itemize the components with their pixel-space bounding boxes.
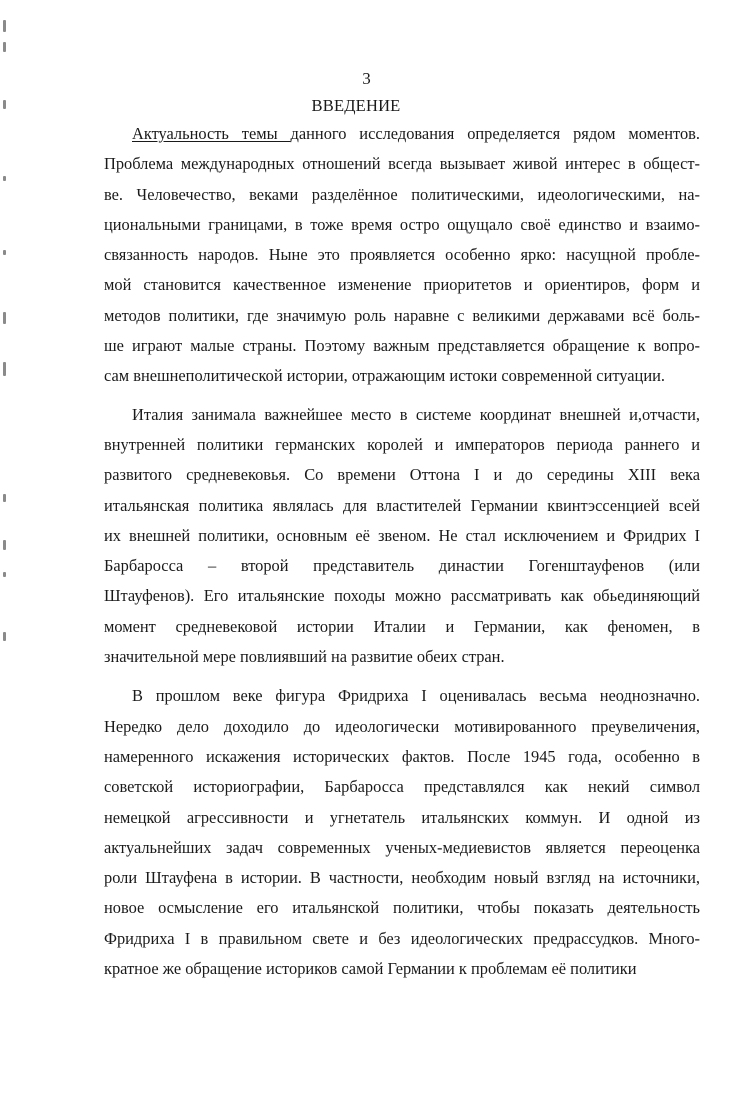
text-line: ше играют малые страны. Поэтому важным представляется обращение к вопро- [104,336,700,356]
text-line: Барбаросса – второй представитель династии Гогенштауфенов (или [104,556,700,576]
scan-speck [3,42,6,52]
text-line: развитого средневековья. Со времени Оттона I и до середины XIII века [104,465,700,485]
text-line: намеренного искажения исторических фактов. После 1945 года, особенно в [104,746,700,766]
text-line: итальянская политика являлась для властителей Германии квинтэссенцией всей [104,495,700,515]
page-number: 3 [362,69,371,88]
paragraph-italy [104,400,700,673]
text-line: циональными границами, в тоже время остро ощущало своё единство и взаимо- [104,214,700,234]
text-line: момент средневековой истории Италии и Германии, как феномен, в [104,616,700,636]
paragraph-barbarossa [104,681,700,984]
scan-speck [3,250,6,255]
scan-margin-marks [0,0,14,1100]
text-fragment: данного исследования определяется рядом моментов. [290,124,700,143]
text-line: кратное же обращение историков самой Германии к проблемам её политики [104,959,637,979]
text-line: Штауфенов). Его итальянские походы можно рассматривать как обьединяющий [104,586,700,606]
text-line: Проблема международных отношений всегда вызывает живой интерес в общест- [104,154,700,174]
text-line: мой становится качественное изменение приоритетов и ориентиров, форм и [104,275,700,295]
text-line: советской историографии, Барбаросса представлялся как некий символ [104,777,700,797]
document-body [104,119,700,984]
text-line: внутренней политики германских королей и императоров периода раннего и [104,434,700,454]
text-line: связанность народов. Ныне это проявляется особенно ярко: насущной пробле- [104,245,700,265]
text-line: их внешней политики, основным её звеном. Не стал исключением и Фридрих I [104,525,700,545]
section-heading: ВВЕДЕНИЕ [311,96,401,115]
text-line: актуальнейших задач современных ученых-медиевистов является переоценка [104,837,700,857]
text-line: значительной мере повлиявший на развитие обеих стран. [104,647,505,667]
text-line [104,119,700,149]
text-line: Фридриха I в правильном свете и без идеологических предрассудков. Много- [104,928,700,948]
text-line: Нередко дело доходило до идеологически мотивированного преувеличения, [104,716,700,736]
text-line: методов политики, где значимую роль наравне с великими державами всё боль- [104,305,700,325]
text-line: новое осмысление его итальянской политики, чтобы показать деятельность [104,898,700,918]
text-line: роли Штауфена в истории. В частности, необходим новый взгляд на источники, [104,868,700,888]
text-line: сам внешнеполитической истории, отражающим истоки современной ситуации. [104,366,665,386]
text-line: немецкой агрессивности и угнетатель итальянских коммун. И одной из [104,807,700,827]
scan-speck [3,312,6,324]
scan-speck [3,632,6,641]
text-line: ве. Человечество, веками разделённое политическими, идеологическими, на- [104,184,700,204]
scan-speck [3,540,6,550]
scan-speck [3,176,6,181]
scan-speck [3,572,6,577]
paragraph-relevance [104,119,700,392]
text-line: В прошлом веке фигура Фридриха I оценивалась весьма неоднозначно. [132,686,700,706]
underlined-term: Актуальность темы [132,124,291,143]
scan-speck [3,494,6,502]
text-line: Италия занимала важнейшее место в системе координат внешней и,отчасти, [132,404,700,424]
scan-speck [3,362,6,376]
scan-speck [3,20,6,32]
